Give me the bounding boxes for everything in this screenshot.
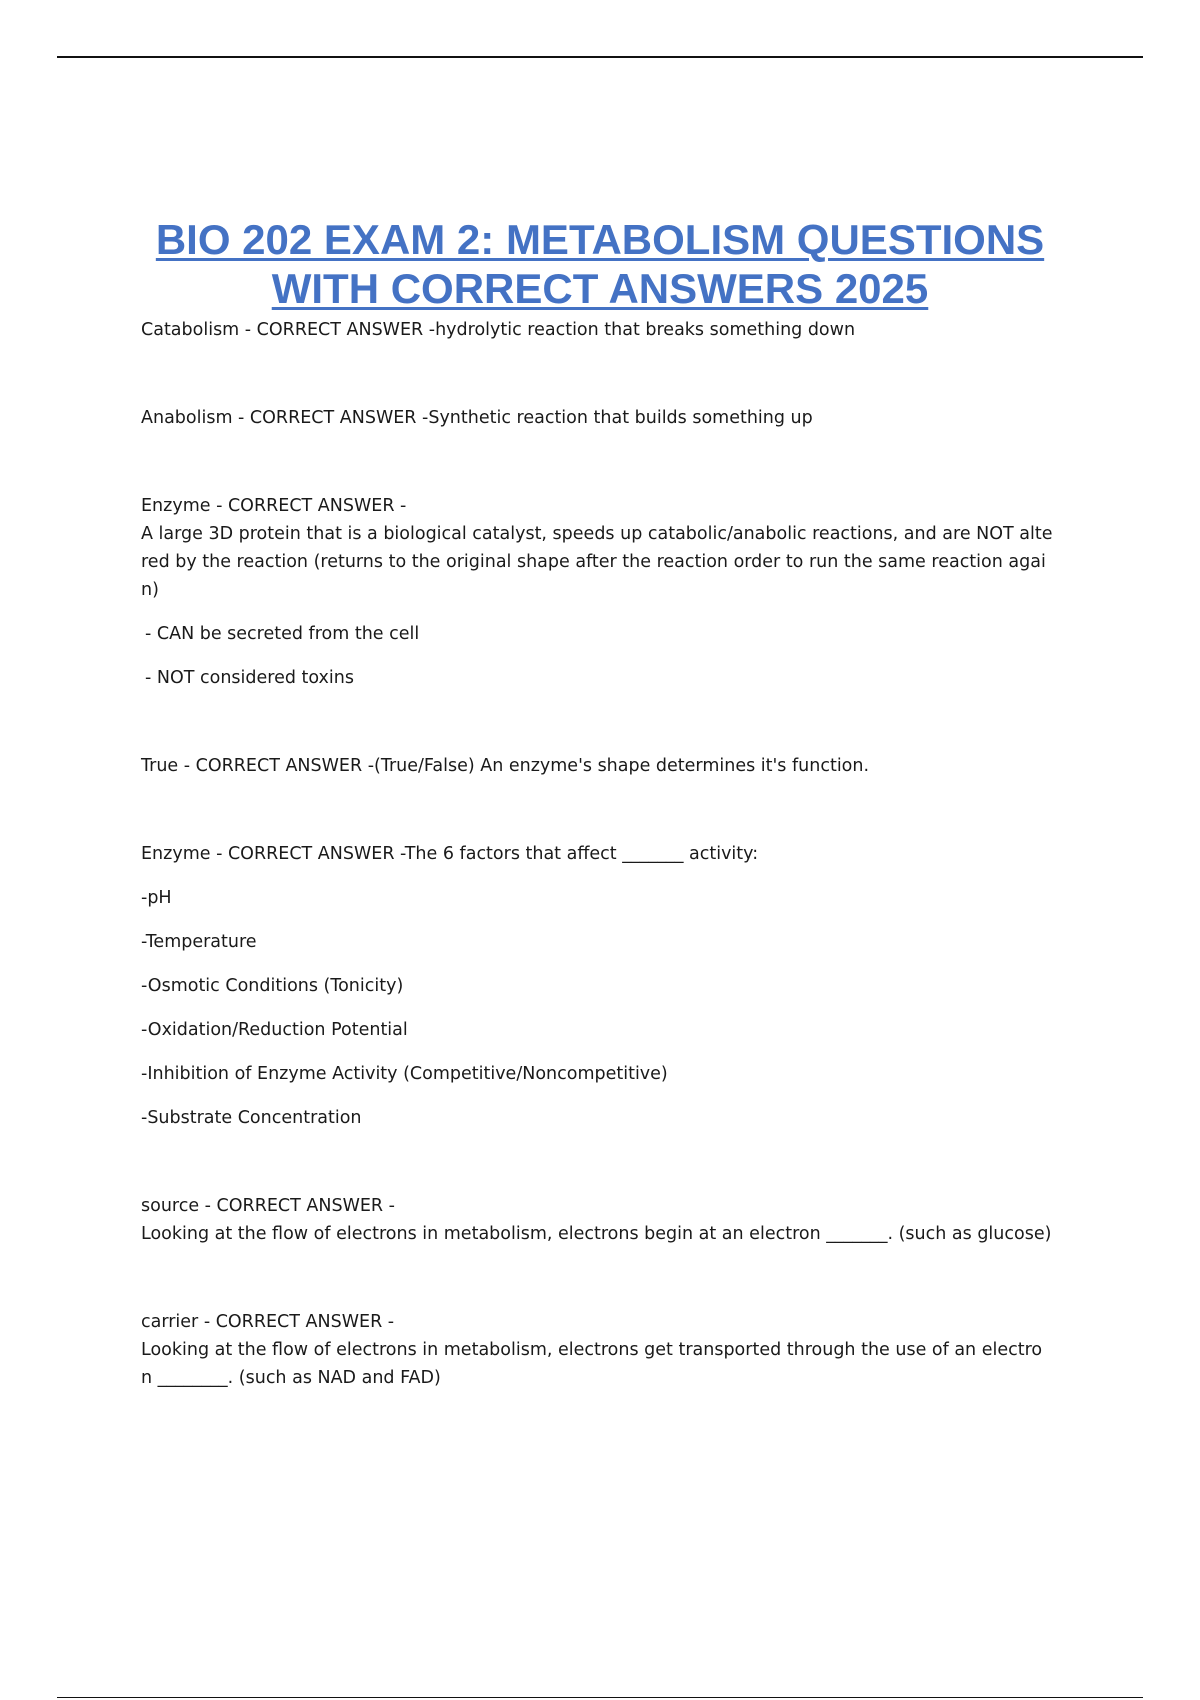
enzyme-bullet-toxins: - NOT considered toxins bbox=[145, 668, 354, 688]
entry-carrier bbox=[141, 1308, 1061, 1392]
entry-true-shape: True - CORRECT ANSWER -(True/False) An enzyme's shape determines it's function. bbox=[141, 756, 870, 776]
factor-item: -Temperature bbox=[141, 932, 257, 952]
entry-enzyme-heading: Enzyme - CORRECT ANSWER - bbox=[141, 496, 407, 516]
bottom-rule bbox=[57, 1697, 1143, 1698]
source-heading: source - CORRECT ANSWER - bbox=[141, 1196, 395, 1216]
factor-item: -Inhibition of Enzyme Activity (Competitive/Noncompetitive) bbox=[141, 1064, 668, 1084]
entry-enzyme-line: red by the reaction (returns to the original shape after the reaction order to run the same reaction agai bbox=[141, 552, 1046, 572]
entry-enzyme bbox=[141, 492, 1061, 692]
factors-heading: Enzyme - CORRECT ANSWER -The 6 factors that affect _______ activity: bbox=[141, 844, 759, 864]
document-title bbox=[100, 215, 1100, 313]
entry-enzyme-line: n) bbox=[141, 580, 159, 600]
entry-enzyme-factors bbox=[141, 840, 1061, 1132]
entry-source bbox=[141, 1192, 1061, 1248]
factor-item: -pH bbox=[141, 888, 172, 908]
enzyme-bullet-secreted: - CAN be secreted from the cell bbox=[145, 624, 420, 644]
factor-item: -Substrate Concentration bbox=[141, 1108, 362, 1128]
title-line-1: BIO 202 EXAM 2: METABOLISM QUESTIONS bbox=[155, 216, 1045, 263]
carrier-heading: carrier - CORRECT ANSWER - bbox=[141, 1312, 395, 1332]
top-rule bbox=[57, 56, 1143, 58]
factor-item: -Osmotic Conditions (Tonicity) bbox=[141, 976, 404, 996]
entry-anabolism: Anabolism - CORRECT ANSWER -Synthetic reaction that builds something up bbox=[141, 408, 813, 428]
title-line-2: WITH CORRECT ANSWERS 2025 bbox=[271, 265, 929, 312]
carrier-line: Looking at the flow of electrons in metabolism, electrons get transported through the use of an electro bbox=[141, 1340, 1043, 1360]
entry-catabolism: Catabolism - CORRECT ANSWER -hydrolytic reaction that breaks something down bbox=[141, 320, 856, 340]
source-line: Looking at the flow of electrons in metabolism, electrons begin at an electron _______. (such as glucose) bbox=[141, 1224, 1052, 1244]
carrier-line: n ________. (such as NAD and FAD) bbox=[141, 1368, 441, 1388]
entry-enzyme-line: A large 3D protein that is a biological catalyst, speeds up catabolic/anabolic reactions, and are NOT alte bbox=[141, 524, 1053, 544]
document-body bbox=[141, 316, 1061, 1392]
factor-item: -Oxidation/Reduction Potential bbox=[141, 1020, 408, 1040]
